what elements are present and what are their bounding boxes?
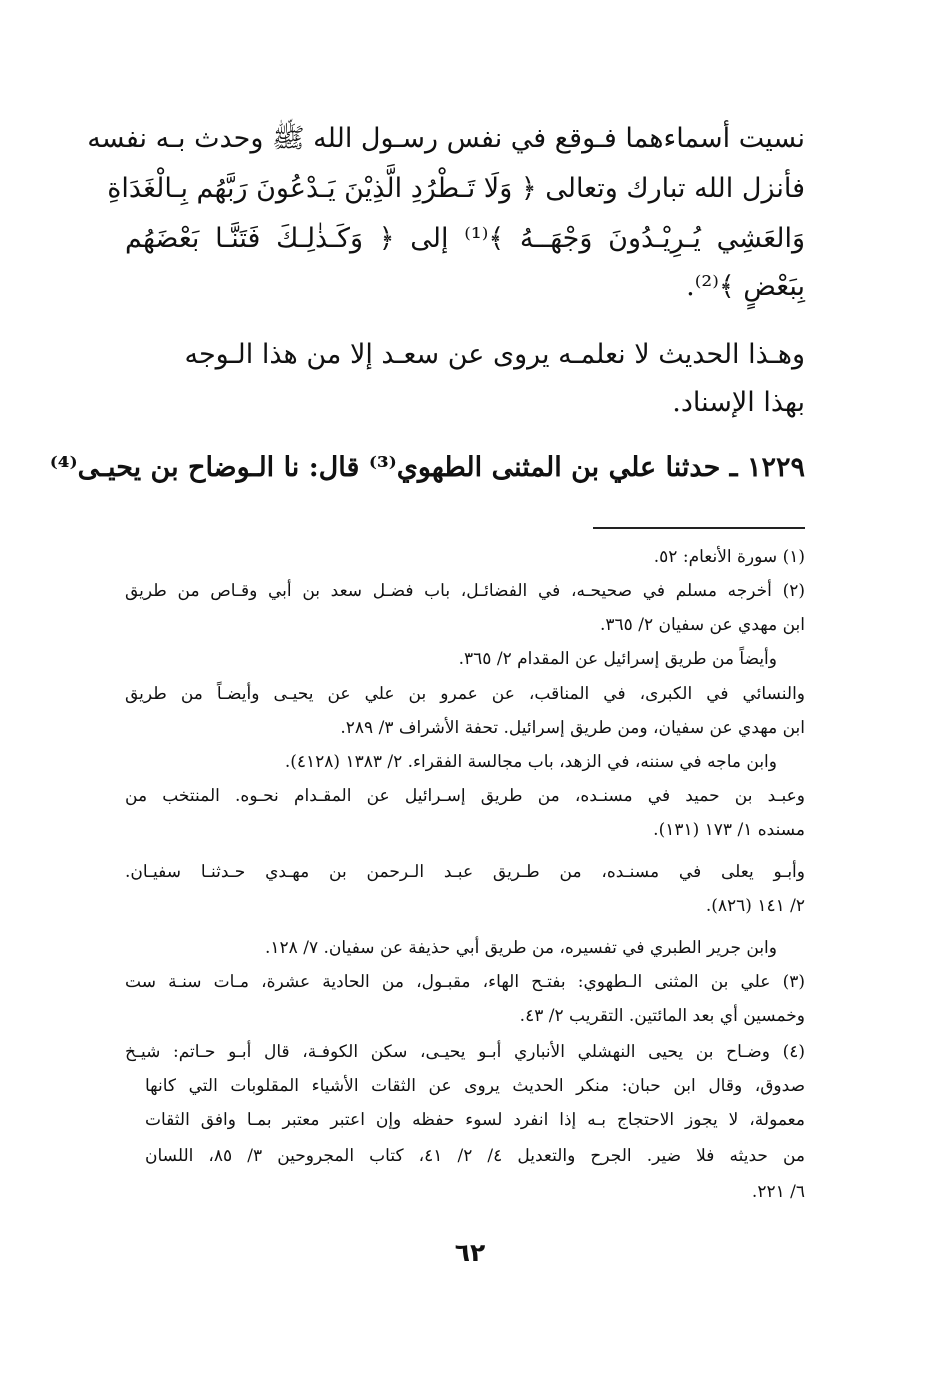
- footnote-line: معمولة، لا يجوز الاحتجاج بـه إذا انفرد لسوء حفظه وإن اعتبر معتبر بمـا وافق الثقات: [145, 1110, 805, 1130]
- hadith-heading: ١٢٢٩ ـ حدثنا علي بن المثنى الطهوي⁽³⁾ قال: نا الـوضاح بن يحيـى⁽⁴⁾: [49, 452, 805, 483]
- page-number: ٦٢: [454, 1238, 486, 1267]
- text-line: نسيت أسماءهما فـوقع في نفس رسـول الله ﷺ وحدث بـه نفسه: [87, 123, 805, 154]
- footnote-line: وأبـو يعلى في مسنـده، من طـريق عبـد الـرحمن بن مهـدي حـدثنـا سفيـان.: [125, 862, 805, 882]
- footnote-line: ٦/ ٢٢١.: [751, 1182, 805, 1202]
- footnote-line: ٢/ ١٤١ (٨٢٦).: [705, 896, 805, 916]
- footnote-line: ابن مهدي عن سفيان، ومن طريق إسرائيل. تحفة الأشراف ٣/ ٢٨٩.: [340, 718, 805, 738]
- footnote-line: وعبـد بن حميد في مسنـده، من طريق إسـرائيل عن المقـدام نحـوه. المنتخب من: [125, 786, 805, 806]
- footnote-line: وابن ماجه في سننه، في الزهد، باب مجالسة الفقراء. ٢/ ١٣٨٣ (٤١٢٨).: [284, 752, 777, 772]
- footnote-line: صدوق، وقال ابن حبان: منكر الحديث يروى عن الثقات الأشياء المقلوبات التي كانها: [145, 1076, 805, 1096]
- footnote-line: (٢) أخرجه مسلم في صحيحـه، في الفضائـل، باب فضـل سعد بن أبي وقـاص من طريق: [125, 581, 805, 601]
- footnote-line: (٤) وضـاح بن يحيى النهشلي الأنباري أبـو يحيـى، سكن الكوفـة، قال أبـو حـاتم: شيـخ: [125, 1042, 805, 1062]
- text-line: فأنزل الله تبارك وتعالى ﴿ وَلَا تَـطْرُدِ الَّذِيْنَ يَـدْعُونَ رَبَّهُم بِـالْغَدَاةِ: [107, 173, 805, 204]
- footnote-line: ابن مهدي عن سفيان ٢/ ٣٦٥.: [600, 615, 805, 635]
- footnote-line: وأيضاً من طريق إسرائيل عن المقدام ٢/ ٣٦٥.: [458, 649, 777, 669]
- footnote-line: مسنده ١/ ١٧٣ (١٣١).: [653, 820, 805, 840]
- footnote-line: والنسائي في الكبرى، في المناقب، عن عمرو بن علي عن يحيـى وأيضـاً من طريق: [125, 684, 805, 704]
- footnote-line: (٣) علي بن المثنى الـطهوي: بفتـح الهاء، مقبـول، من الحادية عشرة، مـات سنـة ست: [125, 972, 805, 992]
- footnote-line: وابن جرير الطبري في تفسيره، من طريق أبي حذيفة عن سفيان. ٧/ ١٢٨.: [265, 938, 777, 958]
- footnote-line: من حديثه فلا ضير. الجرح والتعديل ٤/ ٢/ ٤١، كتاب المجروحين ٣/ ٨٥، اللسان: [145, 1146, 805, 1166]
- text-line: بِبَعْضٍ ﴾⁽²⁾.: [686, 271, 805, 302]
- text-line: بهذا الإسناد.: [672, 387, 805, 418]
- text-line: وَالعَشِي يُـرِيْـدُونَ وَجْهَــهُ ﴾⁽¹⁾ إلى ﴿ وَكَـذٰلِـكَ فَتَنَّـا بَعْضَهُم: [125, 223, 806, 254]
- footnote-separator: [593, 527, 805, 529]
- footnote-line: وخمسين أي بعد المائتين. التقريب ٢/ ٤٣.: [519, 1006, 805, 1026]
- text-line: وهـذا الحديث لا نعلمـه يروى عن سعـد إلا من هذا الـوجه: [184, 339, 805, 370]
- footnote-line: (١) سورة الأنعام: ٥٢.: [653, 547, 805, 567]
